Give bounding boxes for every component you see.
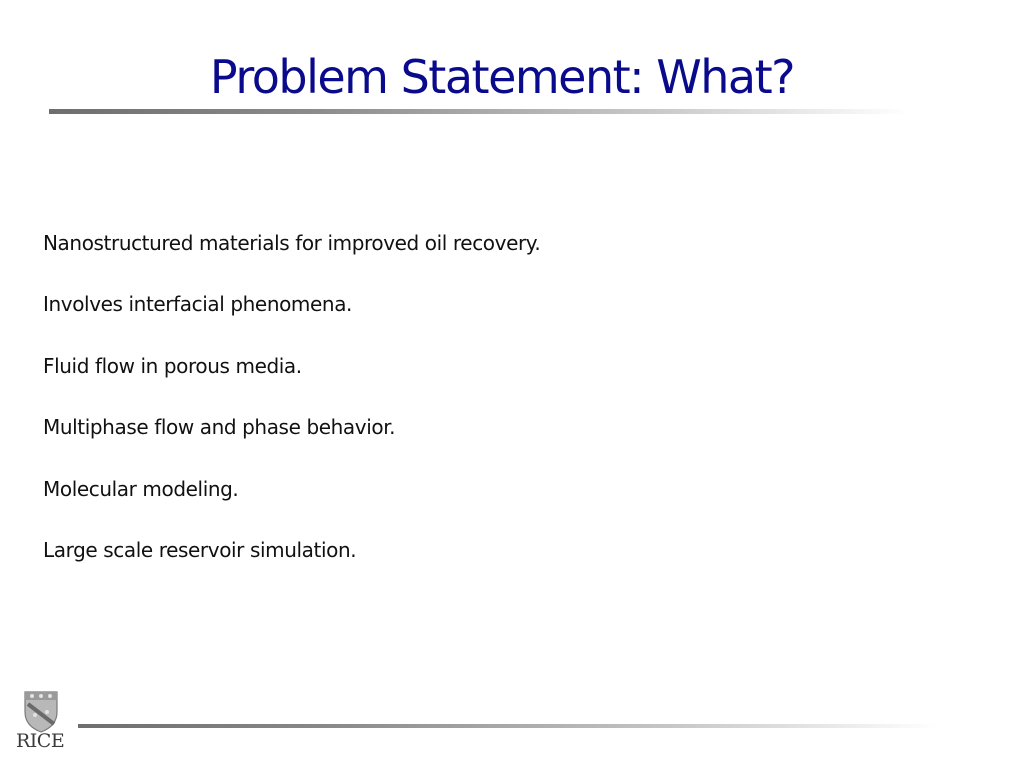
- bullet-item: Multiphase flow and phase behavior.: [43, 415, 396, 440]
- bullet-item: Nanostructured materials for improved oil recovery.: [43, 231, 541, 255]
- bullet-item: Involves interfacial phenomena.: [43, 292, 353, 317]
- bullet-list: [43, 226, 540, 594]
- bullet-item: Molecular modeling.: [43, 476, 239, 501]
- bullet-item: Fluid flow in porous media.: [43, 353, 302, 378]
- bullet-item: Large scale reservoir simulation.: [43, 537, 357, 562]
- title-divider: [49, 109, 909, 114]
- footer-divider: [78, 724, 938, 728]
- slide-title: Problem Statement: What?: [209, 50, 795, 104]
- rice-logo-text: RICE: [16, 730, 65, 752]
